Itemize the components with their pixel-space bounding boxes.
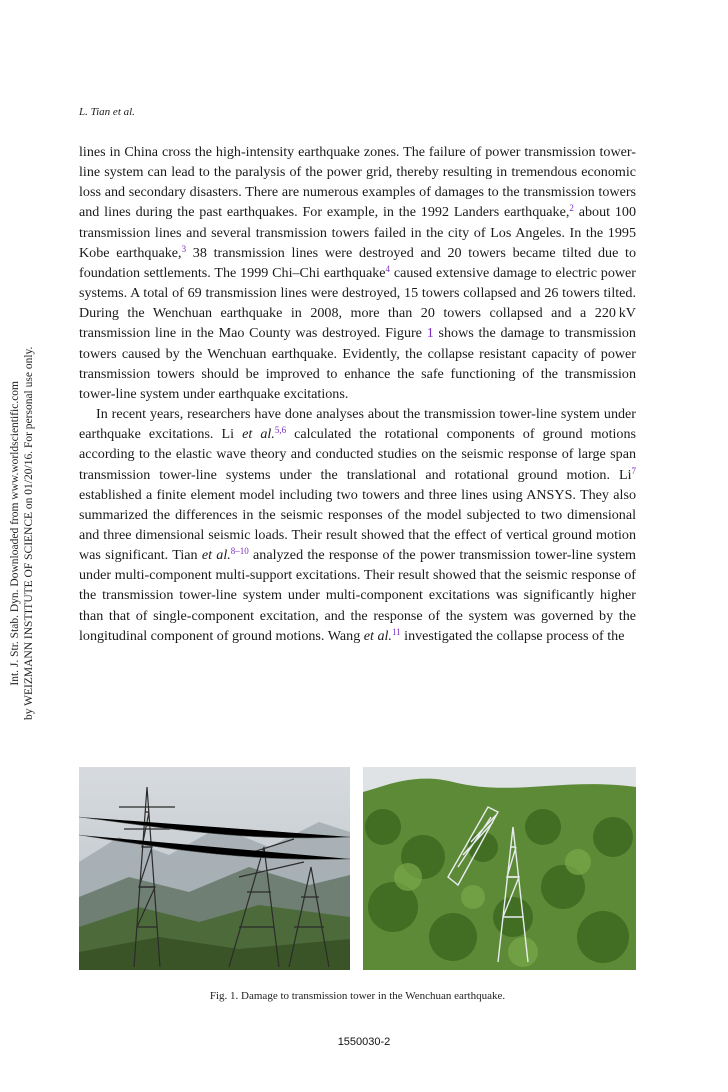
running-head: L. Tian et al. [79,106,135,118]
download-side-note [8,347,36,720]
et-al: et al. [201,547,231,564]
paragraph-1 [79,142,636,404]
text-span: lines in China cross the high-intensity earthquake zones. The failure of power transmission tower-line system can lead to the paralysis of the power grid, thereby resulting in tremendous economic loss and secondary disasters. There are numerous examples of damages to the transmission towers and lines during the past earthquakes. For example, in the 1992 Landers earthquake, [79,144,636,221]
citation-link[interactable]: 4 [385,263,391,274]
side-note-line-2: by WEIZMANN INSTITUTE OF SCIENCE on 01/20/16. For personal use only. [23,346,35,720]
photo-collapsed-towers-valley [79,767,350,970]
text-span: In recent years, researchers have done analyses about the transmission tower-line system under earthquake excitations. Li [79,406,636,443]
text-span: shows the damage to transmission towers caused by the Wenchuan earthquake. Evidently, the collapse resistant capacity of power transmission towers should be improved to enhance the safe functioning of the transmission tower-line system under earthquake excitations. [79,325,636,402]
text-span: caused extensive damage to electric power systems. A total of 69 transmission lines were destroyed, 15 towers collapsed and 26 towers tilted. During the Wenchuan earthquake in 2008, more than 20 towers collapsed and a 220 kV transmission line in the Mao County was destroyed. Figure [79,264,636,342]
text-span: investigated the collapse process of the [400,627,625,644]
citation-link[interactable]: 2 [569,203,574,214]
paragraph-2 [79,404,636,646]
citation-link[interactable]: 11 [391,626,401,637]
et-al: et al. [242,426,275,443]
citation-link[interactable]: 7 [631,465,636,476]
citation-link[interactable]: 3 [181,243,187,254]
figure-link[interactable]: 1 [426,325,434,342]
figure-caption: Fig. 1. Damage to transmission tower in the Wenchuan earthquake. [209,990,506,1002]
side-note-line-1: Int. J. Str. Stab. Dyn. Downloaded from www.worldscientific.com [9,381,21,686]
text-span: 38 transmission lines were destroyed and 20 towers became tilted due to foundation settlements. The 1999 Chi–Chi earthquake [79,244,636,281]
text-span: established a finite element model including two towers and three lines using ANSYS. They also summarized the differences in the seismic responses of the model subjected to two dimensional and three dimensional seismic loads. Their result showed that the effect of vertical ground motion was significant. Tian [79,486,636,564]
photo-collapsed-towers-forest [363,767,636,970]
et-al: et al. [363,627,392,644]
page-number: 1550030-2 [337,1036,391,1048]
text-span: calculated the rotational components of ground motions according to the elastic wave theory and conducted studies on the seismic response of large span transmission tower-line systems under the translational and rotational ground motion. Li [79,426,636,483]
citation-link[interactable]: 8–10 [230,546,249,557]
text-span: analyzed the response of the power transmission tower-line system under multi-component multi-support excitations. Their result showed that the seismic response of the transmission tower-line system under multi-component excitations was significantly higher than that of single-component excitation, and the response of the system was governed by the longitudinal component of ground motions. Wang [79,547,636,644]
body-text [79,142,636,646]
text-span: about 100 transmission lines and several transmission towers failed in the city of Los Angeles. In the 1995 Kobe earthquake, [79,204,636,261]
citation-link[interactable]: 5,6 [274,425,287,436]
figure-1 [79,767,636,970]
